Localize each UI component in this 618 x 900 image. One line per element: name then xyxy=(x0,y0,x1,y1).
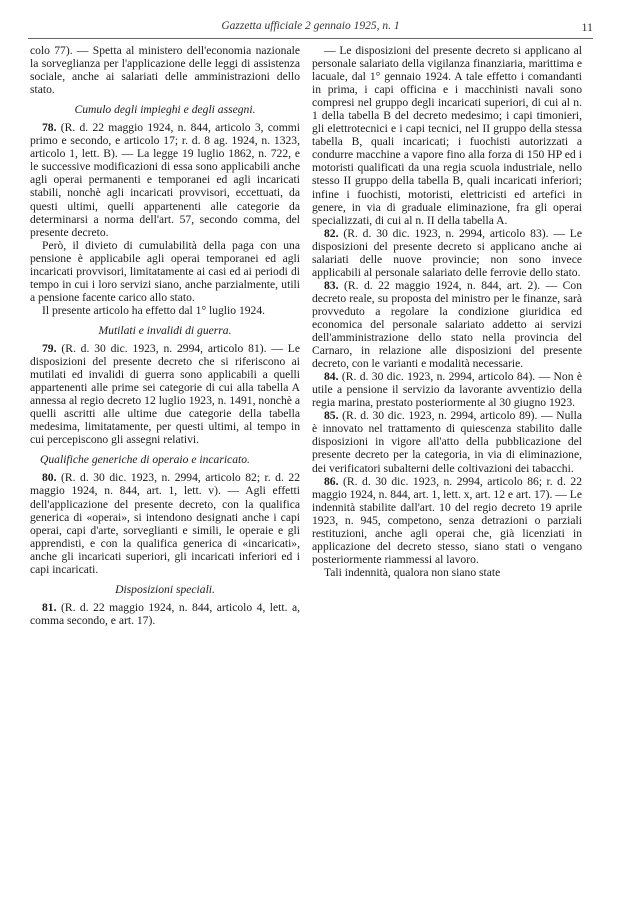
article-82 xyxy=(312,227,582,279)
article-79 xyxy=(30,342,300,446)
article-81 xyxy=(30,601,300,627)
article-number: 83. xyxy=(324,278,339,292)
article-text: (R. d. 30 dic. 1923, n. 2994, articolo 82; r. d. 22 maggio 1924, n. 844, art. 1, lett. v). — Agli effetti dell'applicazione del presente decreto, con la qualifica generica di «operai», si intendono designati anche i capi operai, capi d'arte, sorveglianti e simili, le operaie e gli apprendisti, e con la qualifica generica di «incaricati», anche gli incaricati superiori, gli incaricati inferiori ed i capi incaricati. xyxy=(30,471,300,576)
article-83 xyxy=(312,279,582,370)
article-text: (R. d. 22 maggio 1924, n. 844, articolo 3, commi primo e secondo, e articolo 17; r. d. 8 ag. 1924, n. 1323, articolo 1, lett. B). — La legge 19 luglio 1862, n. 722, e le successive modificazioni di essa sono applicabili anche agli operai permanenti e temporanei ed agli incaricati stabili, nonchè agli incaricati provvisori, eccettuati, da questi ultimi, quelli appartenenti alle categorie da determinarsi a norma dell'art. 57, secondo comma, del presente decreto. xyxy=(30,121,300,239)
header-rule xyxy=(28,38,593,39)
article-text: (R. d. 30 dic. 1923, n. 2994, articolo 81). — Le disposizioni del presente decreto che si riferiscono ai mutilati ed invalidi di guerra sono applicabili a quelli appartenenti alle prime sei categorie di cui alla tabella A annessa al regio decreto 12 luglio 1923, n. 1491, nonchè a quelli ascritti alle ultime due categorie della tabella medesima, limitatamente, per questi ultimi, al tempo in cui percepiscono gli assegni relativi. xyxy=(30,341,300,447)
paragraph-78-2: Però, il divieto di cumulabilità della paga con una pensione è applicabile agli operai temporanei ed agli incaricati provvisori, limitatamente ai casi ed ai periodi di tempo in cui i loro servizi siano, anche parzialmente, utili a pensione facente carico allo stato. xyxy=(30,238,300,304)
article-86 xyxy=(312,475,582,566)
article-80 xyxy=(30,471,300,575)
running-header xyxy=(28,20,593,36)
section-heading-cumulo: Cumulo degli impieghi e degli assegni. xyxy=(74,103,256,117)
page-number: 11 xyxy=(581,20,593,34)
section-heading-mutilati: Mutilati e invalidi di guerra. xyxy=(98,323,232,337)
article-number: 86. xyxy=(324,474,339,488)
article-number: 78. xyxy=(42,121,57,135)
article-number: 82. xyxy=(324,226,339,240)
article-text: (R. d. 22 maggio 1924, n. 844, articolo 4, lett. a, comma secondo, e art. 17). xyxy=(30,600,301,627)
article-number: 85. xyxy=(324,409,339,423)
section-heading-qualifiche: Qualifiche generiche di operaio e incaricato. xyxy=(40,453,250,467)
article-text: (R. d. 30 dic. 1923, n. 2994, articolo 84). — Non è utile a pensione il servizio da lavorante avventizio della regia marina, prestato posteriormente al 30 giugno 1923. xyxy=(312,370,582,410)
section-heading-disposizioni: Disposizioni speciali. xyxy=(115,582,215,596)
running-title: Gazzetta ufficiale 2 gennaio 1925, n. 1 xyxy=(221,20,400,32)
article-78 xyxy=(30,121,300,238)
article-85 xyxy=(312,409,582,474)
article-number: 81. xyxy=(42,600,57,614)
article-number: 80. xyxy=(42,471,57,485)
article-number: 84. xyxy=(324,370,339,384)
left-column xyxy=(30,44,300,627)
article-text: (R. d. 30 dic. 1923, n. 2994, articolo 86; r. d. 22 maggio 1924, n. 844, art. 1, lett. x, art. 12 e art. 17). — Le indennità stabilite dall'art. 10 del regio decreto 19 aprile 1923, n. 945, competono, senza detrazioni o parziali restituzioni, anche agli operai che, già licenziati in applicazione del decreto stesso, siano stati o vengano posteriormente riammessi al lavoro. xyxy=(312,474,582,566)
paragraph-78-3: Il presente articolo ha effetto dal 1° luglio 1924. xyxy=(42,303,266,317)
paragraph-intro: colo 77). — Spetta al ministero dell'economia nazionale la sorveglianza per l'applicazione delle leggi di assistenza sociale, anche ai salariati delle amministrazioni dello stato. xyxy=(30,44,300,97)
article-84 xyxy=(312,370,582,409)
article-text: (R. d. 22 maggio 1924, n. 844, art. 2). — Con decreto reale, su proposta del ministro per le finanze, sarà provveduto a regolare la condizione giuridica ed economica del personale salariato addetto ai servizi dell'amministrazione dello stato nella provincia del Carnaro, in relazione alle disposizioni del presente decreto, con le varianti e modalità necessarie. xyxy=(312,278,582,371)
right-column xyxy=(312,44,582,579)
paragraph-81-cont: — Le disposizioni del presente decreto si applicano al personale salariato della vigilanza finanziaria, marittima e lacuale, dal 1° gennaio 1924. A tale effetto i comandanti in prima, i capi officina e i macchinisti navali sono compresi nel gruppo degli incaricati superiori, di cui al n. 1 della tabella B del decreto medesimo; i capi timonieri, gli elettrotecnici e i capi tecnici, nel II gruppo della stessa tabella B, quali incaricati; i fuochisti autorizzati a condurre macchine a vapore fino alla forza di 150 HP ed i motoristi qualificati da una regia scuola industriale, nello stesso II gruppo della tabella B, quali incaricati inferiori; infine i fuochisti, motoristi, elettricisti ed artefici in genere, in via di graduale eliminazione, fra gli operai specializzati, di cui al n. II della tabella A. xyxy=(312,44,582,227)
article-number: 79. xyxy=(42,341,57,355)
paragraph-last: Tali indennità, qualora non siano state xyxy=(324,565,501,579)
article-text: (R. d. 30 dic. 1923, n. 2994, articolo 89). — Nulla è innovato nel trattamento di quiescenza stabilito dalle disposizioni in vigore all'atto della pubblicazione del presente decreto per la categoria, in via di eliminazione, dei verificatori subalterni delle coltivazioni dei tabacchi. xyxy=(312,409,582,475)
article-text: (R. d. 30 dic. 1923, n. 2994, articolo 83). — Le disposizioni del presente decreto si applicano anche ai salariati delle nuove provincie; non sono invece applicabili al personale salariato delle ferrovie dello stato. xyxy=(312,226,582,279)
